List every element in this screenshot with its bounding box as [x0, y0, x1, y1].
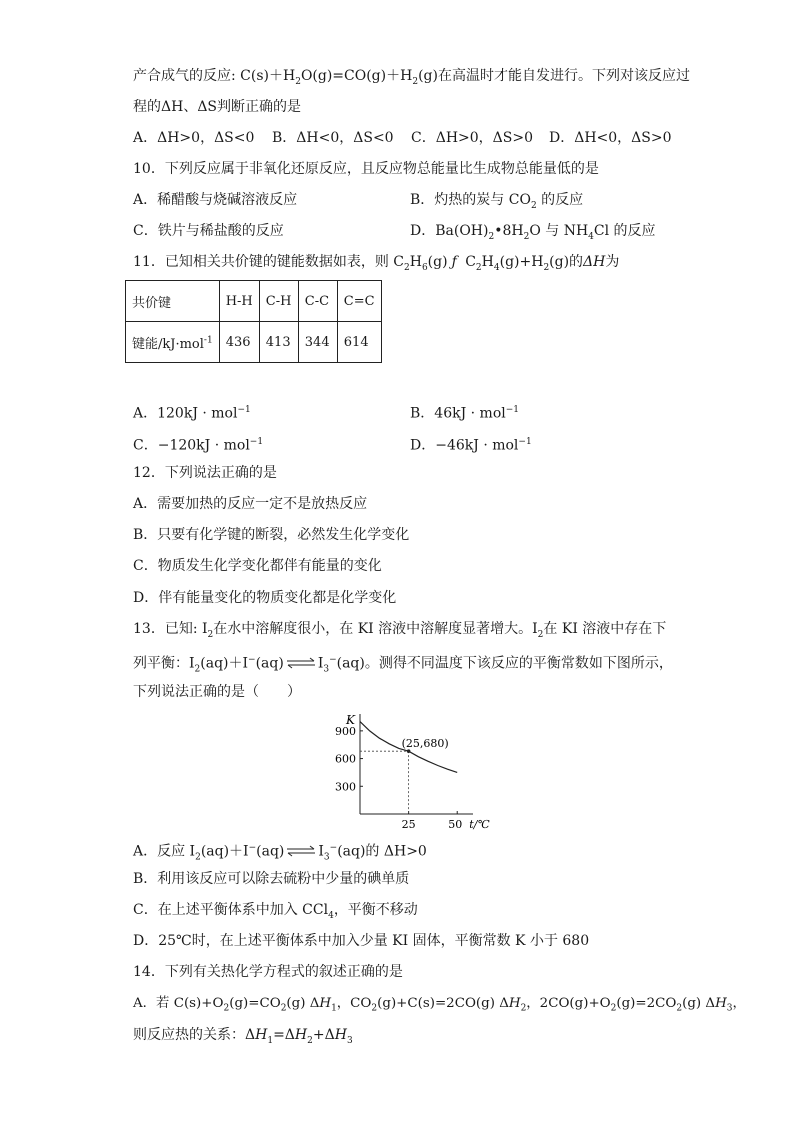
y-tick-label: 300 — [335, 780, 356, 794]
table-cell: H-H — [219, 281, 259, 322]
q12-option-d: D．伴有能量变化的物质变化都是化学变化 — [133, 590, 397, 606]
equilibrium-constant-chart — [318, 710, 490, 832]
equilibrium-arrow-icon — [286, 654, 316, 674]
q11-option-d: D．−46kJ · mol$^{-1}$ — [410, 437, 532, 454]
table-cell: 344 — [298, 322, 337, 363]
q13-option-c: C．在上述平衡体系中加入 CCl$_4$，平衡不移动 — [133, 902, 418, 921]
table-row — [126, 322, 382, 363]
q9-option-c: C．ΔH>0，ΔS>0 — [411, 130, 534, 146]
q9-line-1: 产合成气的反应: $C(s)+H_2O(g)=CO(g)+H_2(g)$在高温时才能自发进行。下列对该反应过 — [133, 68, 690, 87]
q13-line-1: 13．已知: $I_2$在水中溶解度很小，在 KI 溶液中溶解度显著增大。$I_2$在 KI 溶液中存在下 — [133, 621, 667, 640]
q10-option-d: D．$Ba(OH)_2•8H_2O$ 与 $NH_4Cl$ 的反应 — [410, 223, 656, 242]
q13-line-2: 列平衡：$I_2(aq)+I^-(aq)$ $I_3^-(aq)$。测得不同温度下该反应的平衡常数如下图所示， — [133, 655, 673, 675]
y-axis-label: K — [346, 713, 355, 727]
q14-option-a-line-1: A．若 $C(s)+O_2(g)=CO_2(g)$ $\Delta H_1$，$CO_2(g)+C(s)=2CO(g)$ $\Delta H_2$，$2CO(g)+O_2(g)=2CO_2(g)$ $\Delta H_3$， — [133, 996, 746, 1014]
bond-energy-table — [125, 280, 382, 363]
q10-option-b: B．灼热的炭与 $CO_2$ 的反应 — [410, 192, 584, 211]
q9-line-2: 程的ΔH、ΔS判断正确的是 — [133, 99, 302, 115]
table-cell: 共价键 — [126, 281, 220, 322]
table-cell: 436 — [219, 322, 259, 363]
table-cell: 614 — [337, 322, 381, 363]
table-cell: 键能/kJ·mol$^{-1}$ — [126, 322, 220, 363]
q11-option-a: A．120kJ · mol$^{-1}$ — [133, 405, 251, 422]
q10-option-c: C．铁片与稀盐酸的反应 — [133, 223, 284, 239]
q11-option-b: B．46kJ · mol$^{-1}$ — [410, 405, 520, 422]
q11-option-c: C．−120kJ · mol$^{-1}$ — [133, 437, 264, 454]
q9-option-a: A．ΔH>0，ΔS<0 — [133, 130, 255, 146]
q12-option-b: B．只要有化学键的断裂，必然发生化学变化 — [133, 527, 410, 543]
table-row — [126, 281, 382, 322]
q12-option-c: C．物质发生化学变化都伴有能量的变化 — [133, 558, 382, 574]
table-cell: C-H — [259, 281, 298, 322]
x-tick-label: 50 — [448, 818, 463, 831]
equilibrium-arrow-icon — [286, 842, 316, 862]
table-cell: 413 — [259, 322, 298, 363]
x-tick-label: 25 — [401, 818, 416, 831]
q14-option-a-line-2: 则反应热的关系：$\Delta H_1=\Delta H_2+\Delta H_3$ — [133, 1027, 353, 1046]
y-tick-label: 900 — [335, 724, 356, 738]
q10-option-a: A．稀醋酸与烧碱溶液反应 — [133, 192, 298, 208]
table-cell: C=C — [337, 281, 381, 322]
q13-option-a: A．反应 $I_2(aq)+I^-(aq)$ $I_3^-(aq)$的 ΔH>0 — [133, 843, 427, 863]
q14-stem: 14．下列有关热化学方程式的叙述正确的是 — [133, 964, 403, 980]
equilibrium-symbol: ƒ — [451, 254, 457, 270]
point-annotation: (25,680) — [401, 737, 449, 751]
table-cell: C-C — [298, 281, 337, 322]
q13-line-3: 下列说法正确的是（ ） — [133, 684, 301, 700]
q12-option-a: A．需要加热的反应一定不是放热反应 — [133, 496, 368, 512]
y-tick-label: 600 — [335, 752, 356, 766]
q9-option-d: D．ΔH<0，ΔS>0 — [549, 130, 672, 146]
x-axis-label: t/℃ — [469, 818, 490, 831]
q13-option-b: B．利用该反应可以除去硫粉中少量的碘单质 — [133, 871, 410, 887]
q11-stem: 11．已知相关共价键的键能数据如表，则 $C_2H_6(g)$ ƒ $C_2H_4(g)+H_2(g)$的ΔH为 — [133, 254, 620, 273]
q12-stem: 12．下列说法正确的是 — [133, 465, 277, 481]
q9-option-b: B．ΔH<0，ΔS<0 — [272, 130, 394, 146]
q10-stem: 10．下列反应属于非氧化还原反应，且反应物总能量比生成物总能量低的是 — [133, 161, 599, 177]
q13-option-d: D．25℃时，在上述平衡体系中加入少量 KI 固体，平衡常数 K 小于 680 — [133, 933, 590, 949]
